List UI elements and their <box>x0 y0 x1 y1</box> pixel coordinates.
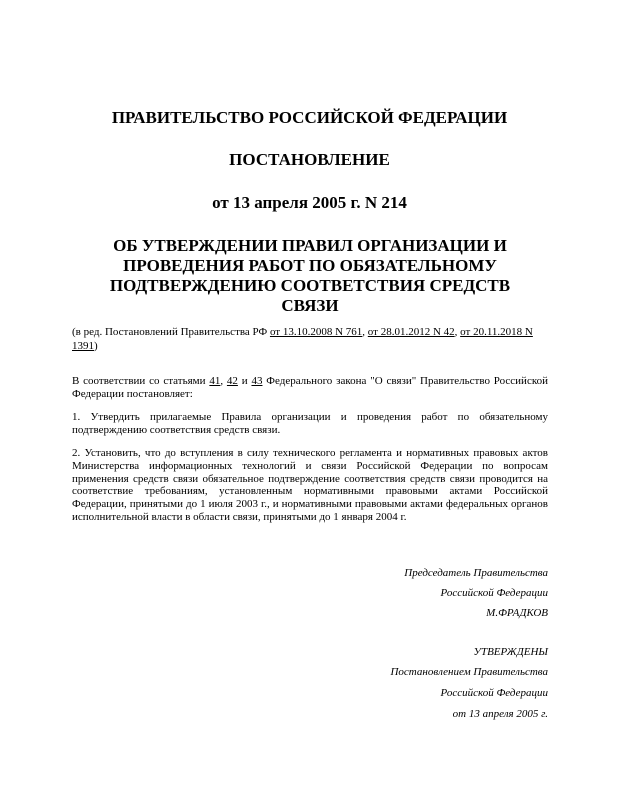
article-link-41[interactable]: 41 <box>209 375 221 387</box>
edition-link-2012[interactable]: от 28.01.2012 N 42 <box>367 326 455 338</box>
doc-type-heading: ПОСТАНОВЛЕНИЕ <box>229 150 390 169</box>
approval-line-1: Постановлением Правительства <box>390 666 548 678</box>
article-link-42[interactable]: 42 <box>226 375 238 387</box>
approval-label: УТВЕРЖДЕНЫ <box>473 646 548 658</box>
edition-separator: , <box>454 326 461 338</box>
edition-separator: , <box>362 326 368 338</box>
edition-note <box>72 325 548 353</box>
issuer-heading: ПРАВИТЕЛЬСТВО РОССИЙСКОЙ ФЕДЕРАЦИИ <box>111 108 508 127</box>
preamble-and: и <box>237 375 252 387</box>
article-link-43[interactable]: 43 <box>251 375 263 387</box>
signature-position-line-1: Председатель Правительства <box>404 567 548 579</box>
signature-position-line-2: Российской Федерации <box>440 587 548 599</box>
edition-link-2008[interactable]: от 13.10.2008 N 761 <box>269 326 363 338</box>
approval-line-2: Российской Федерации <box>440 687 548 699</box>
approval-date: от 13 апреля 2005 г. <box>452 708 548 720</box>
paragraph-2: 2. Установить, что до вступления в силу технического регламента и нормативных правовых актов Министерства информационных технологий и связи Российской Федерации по вопросам применения средств связи обязательное подтверждение соответствия средств связи проводится на соответствие требованиям, установленным нормативными правовыми актами Российской Федерации, принятыми до 1 июля 2003 г., и нормативными правовыми актами федеральных органов исполнительной власти в области связи, принятыми до 1 января 2004 г. <box>72 447 548 523</box>
edition-prefix: (в ред. Постановлений Правительства РФ <box>72 326 270 338</box>
document-title: ОБ УТВЕРЖДЕНИИ ПРАВИЛ ОРГАНИЗАЦИИ И ПРОВЕДЕНИЯ РАБОТ ПО ОБЯЗАТЕЛЬНОМУ ПОДТВЕРЖДЕНИЮ СООТВЕТСТВИЯ СРЕДСТВ СВЯЗИ <box>109 236 511 315</box>
paragraph-1: 1. Утвердить прилагаемые Правила организации и проведения работ по обязательному подтверждению соответствия средств связи. <box>72 411 548 436</box>
date-number-heading: от 13 апреля 2005 г. N 214 <box>212 193 407 212</box>
preamble-paragraph <box>72 375 548 401</box>
signature-name: М.ФРАДКОВ <box>486 607 548 619</box>
preamble-end: Федерального закона "О связи" Правительство Российской Федерации постановляет: <box>72 375 548 400</box>
edition-link-2018[interactable]: от 20.11.2018 N 1391 <box>72 326 533 352</box>
preamble-start: В соответствии со статьями <box>72 375 210 387</box>
edition-suffix: ) <box>94 340 98 352</box>
preamble-comma: , <box>220 375 227 387</box>
